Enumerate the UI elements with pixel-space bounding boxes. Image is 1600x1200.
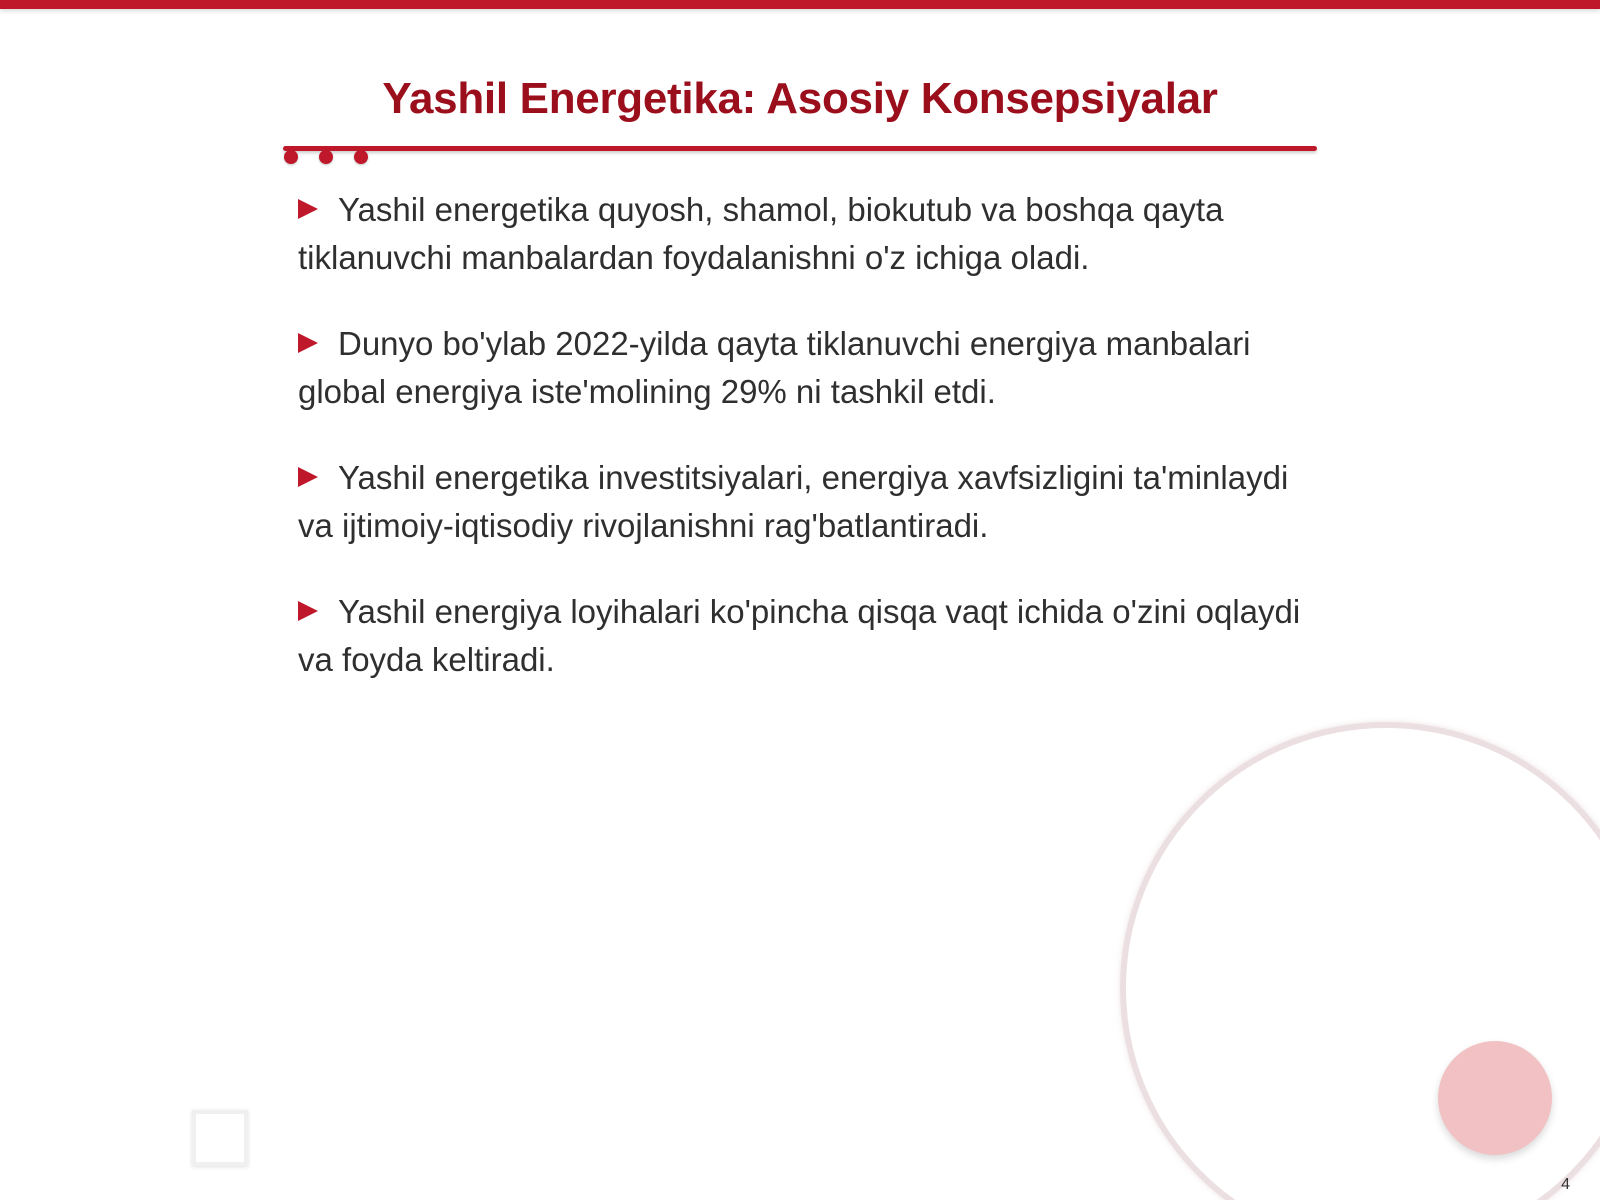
bullet-item <box>298 588 1308 684</box>
title-underline <box>283 146 1317 151</box>
bullet-text: Yashil energetika investitsiyalari, energiya xavfsizligini ta'minlaydi va ijtimoiy-iqtisodiy rivojlanishni rag'batlantiradi. <box>298 459 1289 544</box>
bullet-item <box>298 320 1308 416</box>
page-number: 4 <box>1561 1176 1570 1193</box>
triangle-right-icon <box>298 467 318 487</box>
top-accent-bar <box>0 0 1600 9</box>
bullet-text: Yashil energiya loyihalari ko'pincha qisqa vaqt ichida o'zini oqlaydi va foyda keltiradi. <box>298 593 1301 678</box>
triangle-right-icon <box>298 601 318 621</box>
bullet-item <box>298 186 1308 282</box>
slide-title: Yashil Energetika: Asosiy Konsepsiyalar <box>382 74 1218 123</box>
bullet-text: Yashil energetika quyosh, shamol, biokutub va boshqa qayta tiklanuvchi manbalardan foydalanishni o'z ichiga oladi. <box>298 191 1224 276</box>
decorative-dot <box>319 150 333 164</box>
bullet-list <box>298 186 1308 722</box>
triangle-right-icon <box>298 199 318 219</box>
decorative-circle-filled <box>1438 1041 1552 1155</box>
decorative-dot <box>354 150 368 164</box>
decorative-square <box>192 1110 248 1166</box>
bullet-item <box>298 454 1308 550</box>
decorative-dot <box>284 150 298 164</box>
triangle-right-icon <box>298 333 318 353</box>
bullet-text: Dunyo bo'ylab 2022-yilda qayta tiklanuvchi energiya manbalari global energiya iste'molining 29% ni tashkil etdi. <box>298 325 1251 410</box>
